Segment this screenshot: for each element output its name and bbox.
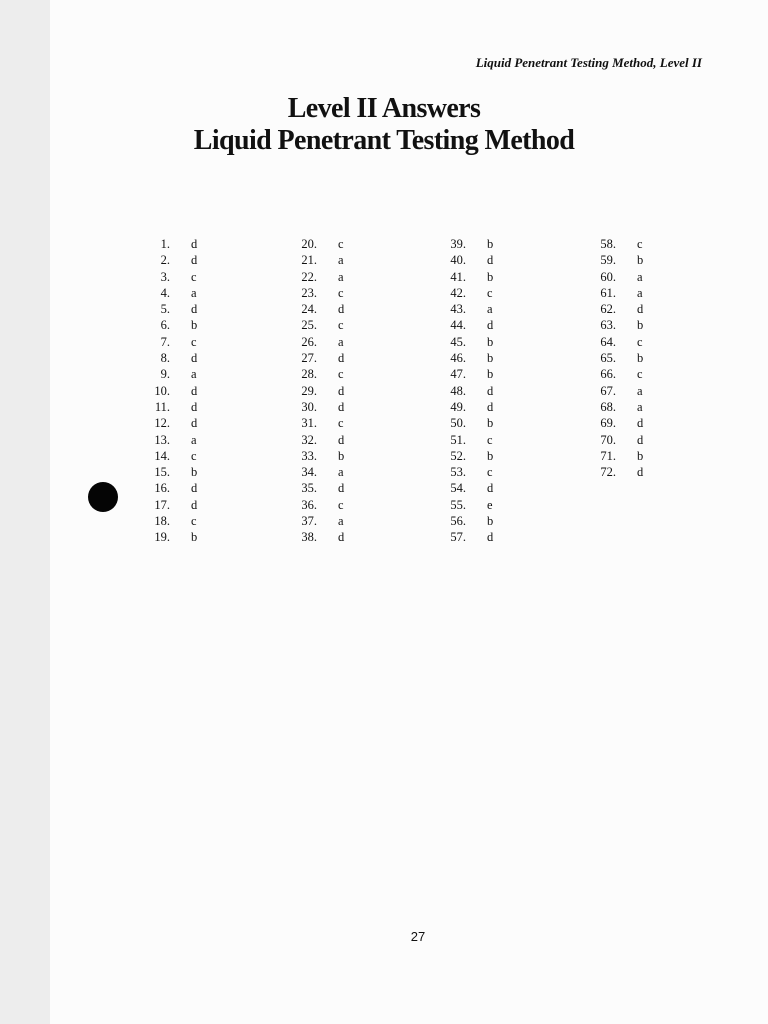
answer-letter: a — [191, 432, 197, 447]
question-number: 49. — [450, 399, 466, 414]
answer-row — [586, 448, 643, 464]
answer-letter: b — [487, 416, 494, 431]
answer-letter: d — [338, 481, 345, 496]
answer-row — [436, 285, 493, 301]
question-number: 62. — [600, 302, 616, 317]
answer-letter: a — [487, 302, 493, 317]
answer-column-4 — [586, 236, 643, 480]
answer-letter: d — [338, 399, 345, 414]
question-number: 17. — [154, 497, 170, 512]
question-number: 67. — [600, 383, 616, 398]
question-number: 37. — [301, 514, 317, 529]
answer-row — [436, 366, 493, 382]
answer-row — [140, 529, 197, 545]
answer-letter: b — [487, 237, 494, 251]
answer-letter: c — [191, 334, 197, 349]
answer-letter: a — [338, 514, 344, 529]
answer-row — [436, 513, 493, 529]
question-number: 33. — [301, 448, 317, 463]
question-number: 29. — [301, 383, 317, 398]
answer-column-3 — [436, 236, 493, 546]
answer-letter: b — [338, 448, 345, 463]
answer-row — [140, 334, 197, 350]
question-number: 12. — [154, 416, 170, 431]
answer-row — [586, 383, 643, 399]
page-number: 27 — [410, 929, 426, 944]
answer-row — [287, 399, 344, 415]
answer-row — [287, 529, 344, 545]
question-number: 25. — [301, 318, 317, 333]
question-number: 54. — [450, 481, 466, 496]
answer-letter: c — [487, 465, 493, 480]
answer-letter: a — [191, 285, 197, 300]
question-number: 13. — [154, 432, 170, 447]
answer-row — [140, 464, 197, 480]
answer-letter: b — [191, 318, 198, 333]
answer-row — [586, 399, 643, 415]
answer-letter: b — [637, 253, 644, 268]
answer-letter: d — [338, 351, 345, 366]
answer-row — [287, 285, 344, 301]
answer-letter: c — [338, 367, 344, 382]
answer-row — [436, 301, 493, 317]
answer-letter: c — [338, 237, 344, 251]
running-header: Liquid Penetrant Testing Method, Level II — [475, 55, 702, 70]
answer-letter: d — [637, 432, 644, 447]
answer-letter: c — [191, 514, 197, 529]
answer-row — [140, 269, 197, 285]
answer-row — [287, 415, 344, 431]
answer-letter: b — [191, 465, 198, 480]
answer-key — [0, 236, 768, 556]
question-number: 9. — [160, 367, 170, 382]
answer-letter: b — [487, 514, 494, 529]
answer-row — [436, 432, 493, 448]
answer-row — [287, 480, 344, 496]
answer-letter: a — [637, 383, 643, 398]
question-number: 40. — [450, 253, 466, 268]
answer-row — [436, 497, 493, 513]
answer-row — [287, 301, 344, 317]
answer-letter: c — [191, 269, 197, 284]
answer-letter: b — [637, 318, 644, 333]
answer-row — [287, 432, 344, 448]
answer-letter: d — [338, 302, 345, 317]
answer-letter: b — [191, 530, 198, 545]
answer-row — [287, 497, 344, 513]
answer-letter: d — [191, 481, 198, 496]
question-number: 69. — [600, 416, 616, 431]
question-number: 43. — [450, 302, 466, 317]
answer-row — [436, 480, 493, 496]
question-number: 56. — [450, 514, 466, 529]
answer-letter: b — [487, 269, 494, 284]
answer-letter: d — [637, 416, 644, 431]
answer-letter: c — [338, 285, 344, 300]
answer-row — [586, 301, 643, 317]
question-number: 11. — [154, 399, 170, 414]
question-number: 32. — [301, 432, 317, 447]
answer-letter: c — [487, 432, 493, 447]
answer-letter: d — [191, 399, 198, 414]
answer-row — [436, 464, 493, 480]
answer-row — [140, 301, 197, 317]
answer-row — [586, 285, 643, 301]
answer-row — [287, 317, 344, 333]
answer-row — [287, 236, 344, 252]
answer-row — [140, 480, 197, 496]
question-number: 52. — [450, 448, 466, 463]
answer-letter: b — [637, 351, 644, 366]
answer-row — [287, 350, 344, 366]
question-number: 36. — [301, 497, 317, 512]
question-number: 41. — [450, 269, 466, 284]
answer-letter: b — [487, 367, 494, 382]
answer-row — [436, 529, 493, 545]
question-number: 53. — [450, 465, 466, 480]
answer-row — [140, 383, 197, 399]
answer-row — [436, 399, 493, 415]
question-number: 51. — [450, 432, 466, 447]
answer-row — [436, 236, 493, 252]
answer-letter: d — [191, 302, 198, 317]
question-number: 6. — [160, 318, 170, 333]
question-number: 45. — [450, 334, 466, 349]
question-number: 22. — [301, 269, 317, 284]
question-number: 3. — [160, 269, 170, 284]
answer-row — [436, 317, 493, 333]
question-number: 60. — [600, 269, 616, 284]
answer-row — [140, 366, 197, 382]
answer-letter: d — [637, 465, 644, 480]
answer-letter: b — [487, 448, 494, 463]
answer-letter: d — [191, 383, 198, 398]
answer-letter: d — [487, 253, 494, 268]
answer-row — [586, 317, 643, 333]
answer-letter: d — [191, 237, 198, 251]
question-number: 71. — [600, 448, 616, 463]
question-number: 4. — [160, 285, 170, 300]
page-title-line-2: Liquid Penetrant Testing Method — [193, 125, 575, 156]
answer-letter: c — [338, 416, 344, 431]
answer-letter: c — [338, 497, 344, 512]
answer-letter: d — [338, 383, 345, 398]
answer-row — [140, 317, 197, 333]
answer-letter: c — [637, 237, 643, 251]
question-number: 26. — [301, 334, 317, 349]
answer-letter: d — [487, 530, 494, 545]
answer-letter: d — [487, 318, 494, 333]
answer-column-1 — [140, 236, 197, 546]
answer-letter: d — [191, 416, 198, 431]
question-number: 14. — [154, 448, 170, 463]
answer-letter: b — [637, 448, 644, 463]
answer-row — [436, 415, 493, 431]
answer-row — [586, 415, 643, 431]
question-number: 27. — [301, 351, 317, 366]
answer-letter: a — [338, 253, 344, 268]
answer-row — [586, 464, 643, 480]
question-number: 47. — [450, 367, 466, 382]
question-number: 5. — [160, 302, 170, 317]
answer-row — [287, 269, 344, 285]
page-title-line-1: Level II Answers — [287, 93, 481, 124]
question-number: 18. — [154, 514, 170, 529]
answer-letter: a — [338, 334, 344, 349]
question-number: 61. — [600, 285, 616, 300]
question-number: 23. — [301, 285, 317, 300]
answer-letter: e — [487, 497, 493, 512]
answer-row — [287, 252, 344, 268]
question-number: 15. — [154, 465, 170, 480]
question-number: 46. — [450, 351, 466, 366]
question-number: 68. — [600, 399, 616, 414]
question-number: 20. — [301, 237, 317, 251]
question-number: 7. — [160, 334, 170, 349]
question-number: 1. — [160, 237, 170, 251]
question-number: 72. — [600, 465, 616, 480]
answer-row — [140, 415, 197, 431]
question-number: 34. — [301, 465, 317, 480]
question-number: 8. — [160, 351, 170, 366]
answer-row — [140, 285, 197, 301]
answer-letter: d — [338, 432, 345, 447]
answer-row — [436, 383, 493, 399]
answer-row — [287, 366, 344, 382]
answer-letter: c — [338, 318, 344, 333]
question-number: 31. — [301, 416, 317, 431]
answer-row — [586, 432, 643, 448]
question-number: 24. — [301, 302, 317, 317]
answer-row — [586, 236, 643, 252]
answer-letter: a — [637, 399, 643, 414]
question-number: 55. — [450, 497, 466, 512]
question-number: 35. — [301, 481, 317, 496]
answer-row — [140, 399, 197, 415]
answer-row — [586, 366, 643, 382]
answer-letter: d — [487, 399, 494, 414]
question-number: 58. — [600, 237, 616, 251]
question-number: 19. — [154, 530, 170, 545]
question-number: 48. — [450, 383, 466, 398]
answer-letter: b — [487, 351, 494, 366]
answer-letter: a — [637, 285, 643, 300]
answer-letter: d — [191, 497, 198, 512]
answer-row — [436, 350, 493, 366]
answer-letter: c — [191, 448, 197, 463]
binder-hole-mark — [88, 482, 118, 512]
answer-letter: b — [487, 334, 494, 349]
answer-row — [140, 350, 197, 366]
question-number: 16. — [154, 481, 170, 496]
answer-row — [436, 252, 493, 268]
answer-letter: d — [487, 481, 494, 496]
question-number: 2. — [160, 253, 170, 268]
answer-row — [586, 350, 643, 366]
answer-row — [436, 334, 493, 350]
answer-letter: a — [191, 367, 197, 382]
answer-letter: d — [191, 253, 198, 268]
answer-row — [287, 334, 344, 350]
answer-letter: d — [637, 302, 644, 317]
question-number: 50. — [450, 416, 466, 431]
answer-row — [287, 464, 344, 480]
question-number: 21. — [301, 253, 317, 268]
answer-letter: a — [338, 465, 344, 480]
answer-row — [140, 236, 197, 252]
answer-row — [140, 497, 197, 513]
answer-letter: a — [338, 269, 344, 284]
question-number: 57. — [450, 530, 466, 545]
answer-column-2 — [287, 236, 344, 546]
answer-letter: c — [637, 334, 643, 349]
answer-row — [287, 383, 344, 399]
answer-row — [586, 269, 643, 285]
answer-row — [140, 513, 197, 529]
question-number: 63. — [600, 318, 616, 333]
question-number: 44. — [450, 318, 466, 333]
question-number: 64. — [600, 334, 616, 349]
question-number: 28. — [301, 367, 317, 382]
question-number: 38. — [301, 530, 317, 545]
question-number: 59. — [600, 253, 616, 268]
answer-row — [287, 448, 344, 464]
question-number: 70. — [600, 432, 616, 447]
answer-row — [586, 334, 643, 350]
answer-row — [140, 448, 197, 464]
question-number: 10. — [154, 383, 170, 398]
answer-letter: a — [637, 269, 643, 284]
answer-row — [140, 252, 197, 268]
answer-row — [436, 448, 493, 464]
answer-row — [140, 432, 197, 448]
question-number: 30. — [301, 399, 317, 414]
answer-letter: d — [338, 530, 345, 545]
answer-letter: c — [487, 285, 493, 300]
answer-letter: c — [637, 367, 643, 382]
question-number: 65. — [600, 351, 616, 366]
answer-row — [586, 252, 643, 268]
question-number: 42. — [450, 285, 466, 300]
answer-row — [436, 269, 493, 285]
answer-letter: d — [191, 351, 198, 366]
question-number: 66. — [600, 367, 616, 382]
answer-letter: d — [487, 383, 494, 398]
answer-row — [287, 513, 344, 529]
question-number: 39. — [450, 237, 466, 251]
